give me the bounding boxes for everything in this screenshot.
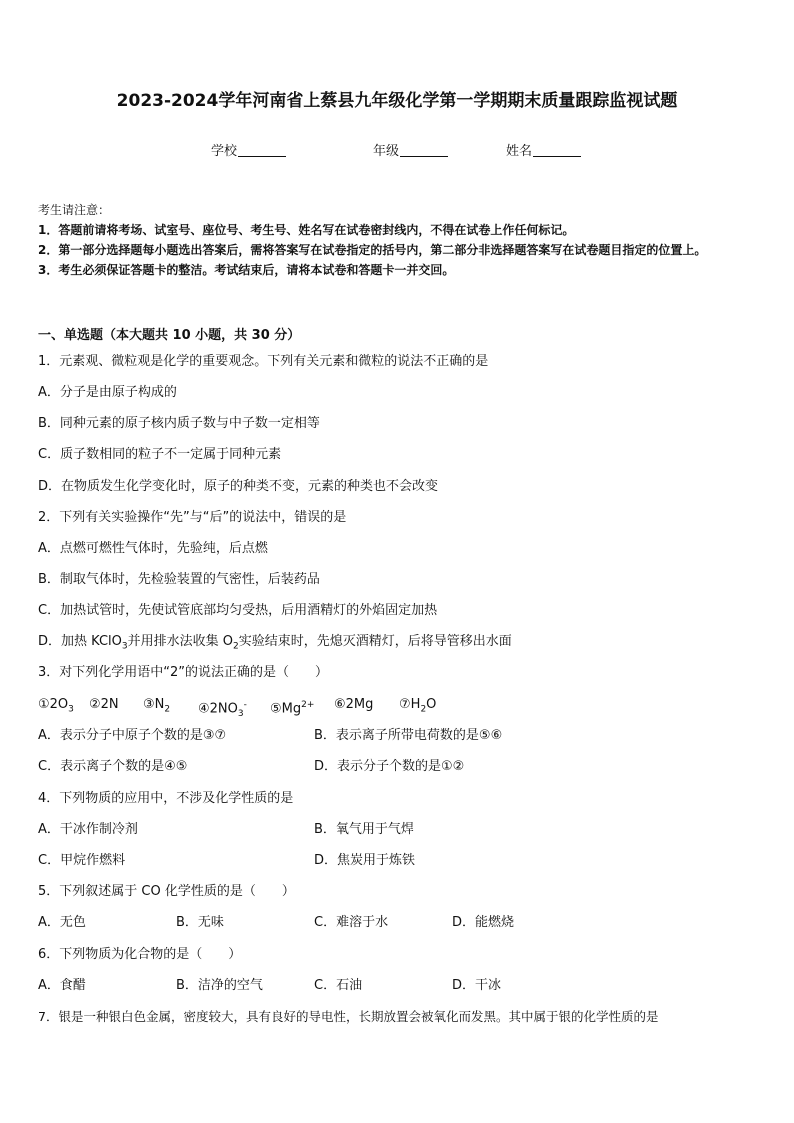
- section-heading: 一、单选题（本大题共 10 小题，共 30 分）: [38, 328, 301, 343]
- question-4-stem: 4．下列物质的应用中，不涉及化学性质的是: [38, 791, 294, 806]
- question-6-option-d: D．干冰: [452, 978, 502, 993]
- question-2-option-c: C．加热试管时，先使试管底部均匀受热，后用酒精灯的外焰固定加热: [38, 603, 438, 618]
- q3-item-1: [38, 696, 74, 719]
- q3-item-7-text: ⑦H: [399, 697, 421, 712]
- student-info-bar: [0, 140, 794, 160]
- question-5-option-b: B．无味: [176, 915, 224, 930]
- q3-item-4-sub: 3: [237, 708, 244, 719]
- q3-item-3: [143, 696, 170, 719]
- exam-title: 2023-2024学年河南省上蔡县九年级化学第一学期期末质量跟踪监视试题: [116, 91, 678, 111]
- q2d-sub-2: 2: [233, 641, 239, 652]
- notice-item-1: 1．答题前请将考场、试室号、座位号、考生号、姓名写在试卷密封线内，不得在试卷上作任何标记。: [38, 223, 575, 237]
- q3-item-1-text: ①2O: [38, 697, 69, 712]
- question-1-option-c: C．质子数相同的粒子不一定属于同种元素: [38, 447, 282, 462]
- school-label: 学校: [211, 144, 238, 159]
- question-2-option-b: B．制取气体时，先检验装置的气密性，后装药品: [38, 572, 320, 587]
- q2d-text-1: D．加热 KClO: [38, 634, 122, 649]
- q3-item-7: [399, 696, 436, 719]
- q2d-text-3: 实验结束时，先熄灭酒精灯，后将导管移出水面: [238, 634, 512, 649]
- q3-item-4: [198, 696, 247, 723]
- exam-notice: [38, 200, 758, 280]
- question-5-option-c: C．难溶于水: [314, 915, 389, 930]
- q3-item-5-sup: 2+: [301, 700, 315, 710]
- question-5-stem: 5．下列叙述属于 CO 化学性质的是（ ）: [38, 884, 295, 899]
- school-blank: [238, 142, 286, 157]
- q3-item-7-sub: 2: [420, 704, 427, 715]
- question-1-option-d: D．在物质发生化学变化时，原子的种类不变，元素的种类也不会改变: [38, 479, 439, 494]
- q3-item-3-sub: 2: [164, 704, 171, 715]
- q3-item-2: ②2N: [89, 697, 119, 712]
- question-3-option-a: A．表示分子中原子个数的是③⑦: [38, 728, 227, 743]
- question-2-stem: 2．下列有关实验操作“先”与“后”的说法中，错误的是: [38, 510, 347, 525]
- question-3-option-d: D．表示分子个数的是①②: [314, 759, 465, 774]
- question-1-option-b: B．同种元素的原子核内质子数与中子数一定相等: [38, 416, 320, 431]
- notice-heading: 考生请注意：: [38, 203, 111, 217]
- question-6-option-a: A．食醋: [38, 978, 86, 993]
- q3-item-7-post: O: [426, 697, 437, 712]
- grade-label: 年级: [373, 144, 400, 159]
- grade-blank: [400, 142, 448, 157]
- question-3-option-c: C．表示离子个数的是④⑤: [38, 759, 188, 774]
- q3-item-6: ⑥2Mg: [334, 697, 374, 712]
- question-1-option-a: A．分子是由原子构成的: [38, 385, 177, 400]
- question-3-option-b: B．表示离子所带电荷数的是⑤⑥: [314, 728, 503, 743]
- question-7-stem: 7．银是一种银白色金属，密度较大，具有良好的导电性，长期放置会被氧化而发黑。其中属于银的化学性质的是: [38, 1009, 659, 1024]
- name-blank: [533, 142, 581, 157]
- question-3-stem: 3．对下列化学用语中“2”的说法正确的是（ ）: [38, 665, 329, 680]
- question-6-option-b: B．洁净的空气: [176, 978, 263, 993]
- q3-item-4-sup: -: [243, 700, 247, 710]
- question-4-option-d: D．焦炭用于炼铁: [314, 853, 416, 868]
- name-label: 姓名: [506, 144, 533, 159]
- question-4-option-b: B．氧气用于气焊: [314, 822, 414, 837]
- q2d-text-2: 并用排水法收集 O: [127, 634, 233, 649]
- question-6-stem: 6．下列物质为化合物的是（ ）: [38, 947, 242, 962]
- question-5-option-a: A．无色: [38, 915, 86, 930]
- q3-item-1-sub: 3: [68, 704, 74, 715]
- q3-item-4-text: ④2NO: [198, 701, 238, 717]
- name-field: [506, 140, 581, 159]
- question-4-option-a: A．干冰作制冷剂: [38, 822, 138, 837]
- question-4-option-c: C．甲烷作燃料: [38, 853, 126, 868]
- question-1-stem: 1．元素观、微粒观是化学的重要观念。下列有关元素和微粒的说法不正确的是: [38, 354, 489, 369]
- question-6-option-c: C．石油: [314, 978, 363, 993]
- question-2-option-d: [38, 633, 512, 656]
- question-2-option-a: A．点燃可燃性气体时，先验纯，后点燃: [38, 541, 268, 556]
- grade-field: [373, 140, 448, 159]
- q3-item-5-text: ⑤Mg: [270, 701, 302, 717]
- q3-item-5: [270, 696, 314, 718]
- school-field: [211, 140, 286, 159]
- q2d-sub-1: 3: [121, 641, 128, 652]
- notice-item-2: 2．第一部分选择题每小题选出答案后，需将答案写在试卷指定的括号内，第二部分非选择题答案写在试卷题目指定的位置上。: [38, 243, 707, 257]
- q3-item-3-text: ③N: [143, 697, 165, 712]
- notice-item-3: 3．考生必须保证答题卡的整洁。考试结束后，请将本试卷和答题卡一并交回。: [38, 263, 455, 277]
- question-5-option-d: D．能燃烧: [452, 915, 515, 930]
